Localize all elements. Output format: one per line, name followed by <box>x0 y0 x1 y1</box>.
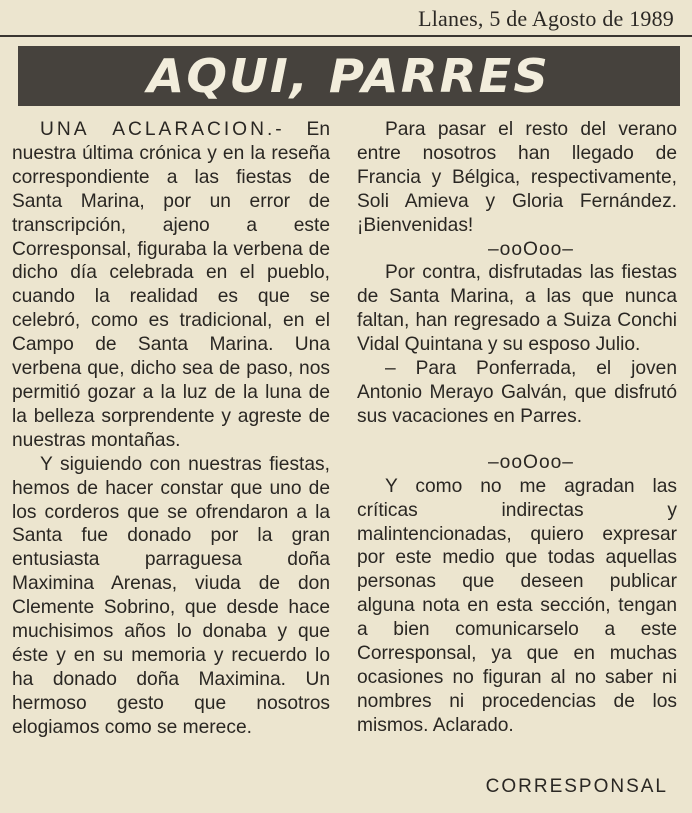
spacer <box>357 429 677 451</box>
paragraph-aclarado: Y como no me agradan las críticas indirectas y malintencionadas, quiero expresar por este medio que todas aquellas personas que deseen publicar alguna nota en esta sección, tengan a bien comunicarselo a este Corresponsal, ya que en muchas ocasiones no figuran al no saber ni nombres ni procedencias de los mismos. Aclarado. <box>357 475 677 736</box>
paragraph-regreso-suiza: Por contra, disfrutadas las fiestas de Santa Marina, a las que nunca faltan, han regresado a Suiza Conchi Vidal Quintana y su esposo Julio. <box>357 262 677 356</box>
section-title: AQUI, PARRES <box>147 49 551 103</box>
signature: CORRESPONSAL <box>485 776 668 797</box>
paragraph-heading: UNA ACLARACION.- <box>40 119 285 140</box>
dateline: Llanes, 5 de Agosto de 1989 <box>418 6 674 31</box>
paragraph-aclaracion <box>12 118 330 453</box>
section-banner <box>18 46 680 106</box>
separator: –ooOoo– <box>488 238 574 260</box>
header-rule <box>0 35 692 37</box>
paragraph-body: En nuestra última crónica y en la reseña correspondiente a las fiestas de Santa Marina, por un error de transcripción, ajeno a este Corresponsal, figuraba la verbena de dicho día celebrada en el pueblo, cuando la realidad es que se celebró, como es tradicional, en el Campo de Santa Marina. Una verbena que, dicho sea de paso, nos permitió gozar a la luz de la luna de la belleza sorprendente y agreste de nuestras montañas. <box>12 119 330 451</box>
separator: –ooOoo– <box>488 451 574 473</box>
paragraph-ponferrada: – Para Ponferrada, el joven Antonio Merayo Galván, que disfrutó sus vacaciones en Parres. <box>357 358 677 427</box>
right-column <box>357 118 677 738</box>
paragraph-corderos: Y siguiendo con nuestras fiestas, hemos de hacer constar que uno de los corderos que se ofrendaron a la Santa fue donado por la gran entusiasta parraguesa doña Maximina Arenas, viuda de don Clemente Sobrino, que desde hace muchisimos años lo donaba y que éste y en su memoria y recuerdo lo ha donado doña Maximina. Un hermoso gesto que nosotros elogiamos como se merece. <box>12 453 330 738</box>
left-column <box>12 118 330 740</box>
paragraph-visitantes: Para pasar el resto del verano entre nosotros han llegado de Francia y Bélgica, respectivamente, Soli Amieva y Gloria Fernández. ¡Bienvenidas! <box>357 119 677 236</box>
